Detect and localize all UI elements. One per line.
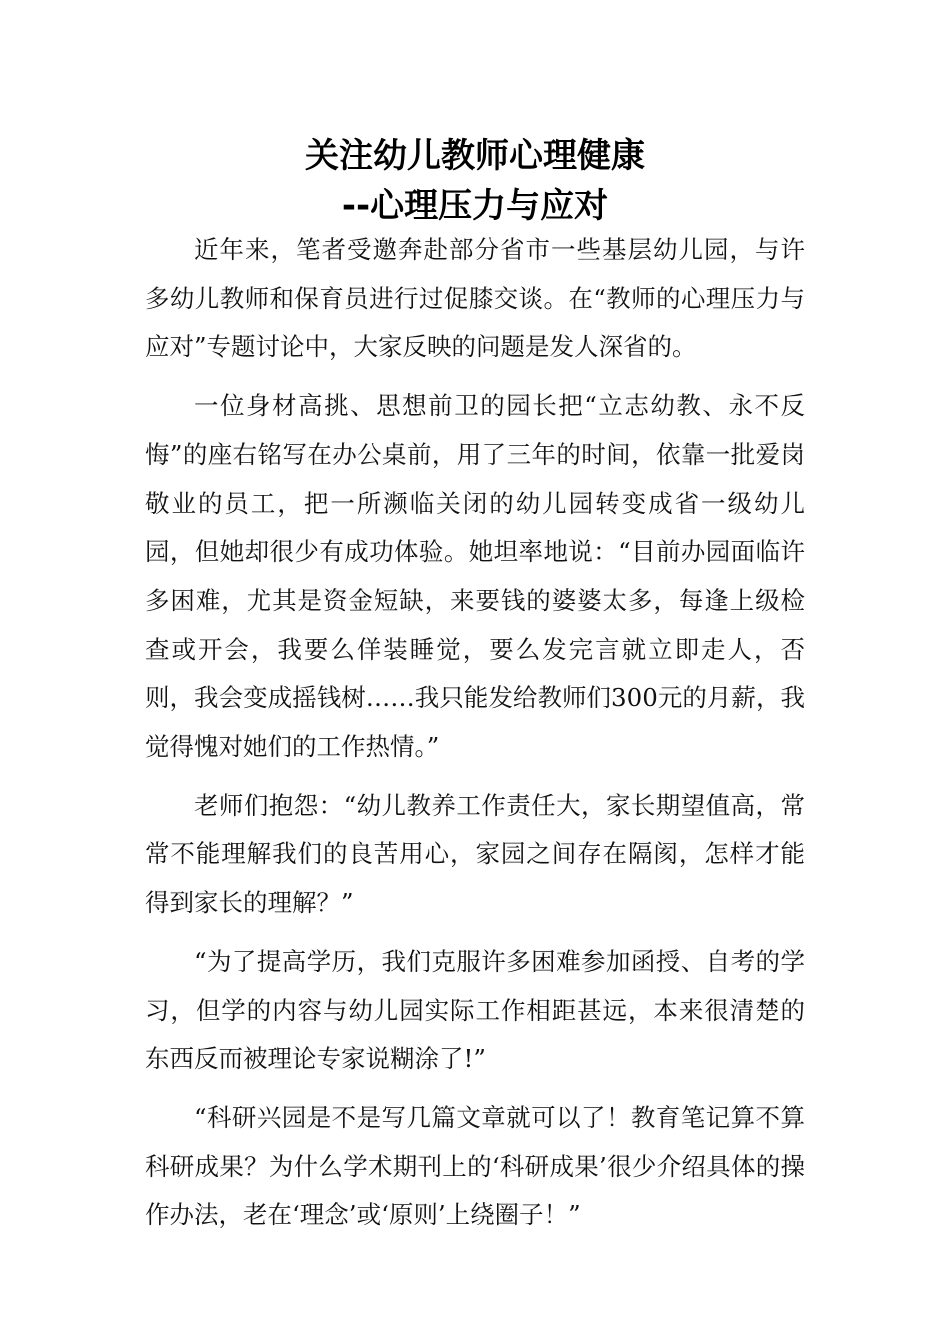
document-body xyxy=(145,226,805,1240)
paragraph-principal: 一位身材高挑、思想前卫的园长把“立志幼教、永不反悔”的座右铭写在办公桌前，用了三年的时间，依靠一批爱岗敬业的员工，把一所濒临关闭的幼儿园转变成省一级幼儿园，但她却很少有成功体验。她坦率地说：“目前办园面临许多困难，尤其是资金短缺，来要钱的婆婆太多，每逢上级检查或开会，我要么佯装睡觉，要么发完言就立即走人，否则，我会变成摇钱树……我只能发给教师们300元的月薪，我觉得愧对她们的工作热情。” xyxy=(145,391,805,762)
paragraph-research-quote: “科研兴园是不是写几篇文章就可以了！教育笔记算不算科研成果？为什么学术期刊上的‘科研成果’很少介绍具体的操作办法，老在‘理念’或‘原则’上绕圈子！” xyxy=(145,1102,805,1230)
paragraph-intro: 近年来，笔者受邀奔赴部分省市一些基层幼儿园，与许多幼儿教师和保育员进行过促膝交谈。在“教师的心理压力与应对”专题讨论中，大家反映的问题是发人深省的。 xyxy=(145,235,805,362)
paragraph-education-quote: “为了提高学历，我们克服许多困难参加函授、自考的学习，但学的内容与幼儿园实际工作相距甚远，本来很清楚的东西反而被理论专家说糊涂了!” xyxy=(145,946,805,1074)
document-title: 关注幼儿教师心理健康 xyxy=(305,136,645,176)
document-subtitle: --心理压力与应对 xyxy=(341,186,609,226)
paragraph-teachers-complaint: 老师们抱怨：“幼儿教养工作责任大，家长期望值高，常常不能理解我们的良苦用心，家园之间存在隔阂，怎样才能得到家长的理解？” xyxy=(145,790,805,918)
